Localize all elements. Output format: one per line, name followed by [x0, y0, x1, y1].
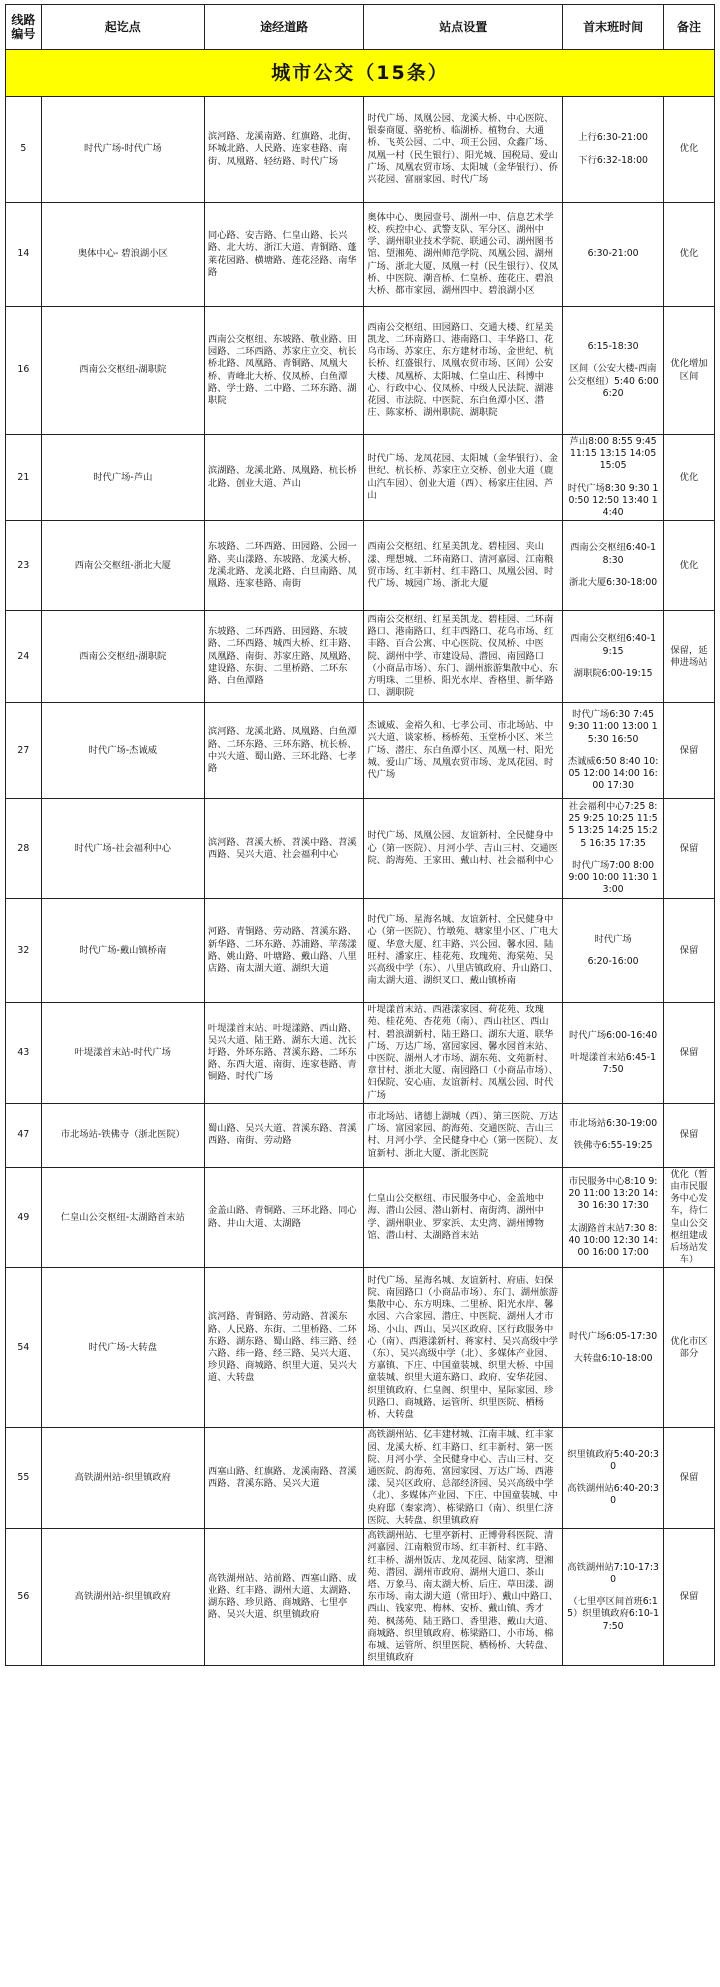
time-entry: 铁佛寺6:55-19:25 — [573, 1140, 653, 1152]
roads-cell: 滨河路、苕溪大桥、苕溪中路、苕溪西路、吴兴大道、社会福利中心 — [204, 799, 363, 899]
header-row — [6, 5, 715, 50]
table-row — [6, 1428, 715, 1529]
line-number-cell: 56 — [6, 1529, 42, 1666]
roads-cell: 高铁湖州站、站前路、西塞山路、成业路、红丰路、湖州大道、太湖路、湖东路、珍贝路、商城路、七里亭路、吴兴大道、织里镇政府 — [204, 1529, 363, 1666]
time-cell — [563, 1103, 664, 1167]
time-cell — [563, 799, 664, 899]
note-cell: 优化市区部分 — [663, 1268, 714, 1428]
time-cell — [563, 97, 664, 203]
roads-cell: 叶堤漾首末站、叶堤漾路、西山路、吴兴大道、陆王路、湖东大道、沈长圩路、外环东路、苕溪东路、二环东路、东西大道、南街、连家巷路、青铜路、时代广场 — [204, 1003, 363, 1104]
roads-cell: 西塞山路、红旗路、龙溪南路、苕溪西路、苕溪东路、吴兴大道 — [204, 1428, 363, 1529]
note-cell: 保留 — [663, 703, 714, 799]
route-cell: 高铁湖州站-织里镇政府 — [41, 1529, 204, 1666]
section-banner — [6, 50, 715, 97]
time-entry: 芦山8:00 8:55 9:45 11:15 13:15 14:05 15:05 — [569, 436, 657, 472]
time-entry: 时代广场7:00 8:00 9:00 10:00 11:30 13:00 — [568, 859, 658, 896]
table-row — [6, 703, 715, 799]
line-number-cell: 47 — [6, 1103, 42, 1167]
time-cell — [563, 521, 664, 611]
note-cell: 优化 — [663, 521, 714, 611]
note-cell: 优化 — [663, 97, 714, 203]
roads-cell: 蜀山路、吴兴大道、苕溪东路、苕溪西路、南街、劳动路 — [204, 1103, 363, 1167]
time-entry: 织里镇政府5:40-20:30 — [567, 1448, 659, 1473]
table-row — [6, 1103, 715, 1167]
time-cell — [563, 203, 664, 307]
route-cell: 时代广场-杰诚威 — [41, 703, 204, 799]
time-entry: 时代广场 — [594, 933, 632, 945]
route-cell: 西南公交枢纽-湖职院 — [41, 611, 204, 703]
line-number-cell: 5 — [6, 97, 42, 203]
time-entry: 西南公交枢纽6:40-18:30 — [570, 542, 657, 566]
note-cell: 优化（暂由市民服务中心发车，待仁皇山公交枢纽建成后场站发车） — [663, 1167, 714, 1268]
stops-cell: 高铁湖州站、七里亭新村、正博骨科医院、清河嘉园、江南粮贸市场、红丰新村、红丰路、红丰桥、湖州饭店、龙凤花园、陆家湾、望湘苑、潜园、湖州市政府、湖州大道口、茶山塔、万象马、南太湖大桥、后庄、草田漾、湖东市场、南太湖大道（常田圩）、戴山中路口、西山、钱家兜、梅林、安桥、戴山镇、秀才苑、枫荡苑、陆王路口、香里港、戴山大道、商城路、织里镇政府、栋梁路口、小市场、棉布城、运管所、织里医院、栖杨桥、大转盘、织里镇政府 — [364, 1529, 563, 1666]
time-entry: 叶堤漾首末站6:45-17:50 — [570, 1051, 657, 1076]
time-entry: 浙北大厦6:30-18:00 — [568, 576, 658, 588]
time-entry: 杰诚威6:50 8:40 10:05 12:00 14:00 16:00 17:30 — [567, 755, 659, 792]
section-title: 城市公交（15条） — [6, 50, 715, 97]
header-note: 备注 — [663, 5, 714, 50]
line-number-cell: 43 — [6, 1003, 42, 1104]
time-cell — [563, 307, 664, 435]
route-cell: 奥体中心- 碧浪湖小区 — [41, 203, 204, 307]
stops-cell: 时代广场、龙凤花园、太阳城（金华银行）、金世纪、杭长桥、苏家庄立交桥、创业大道（鹿山汽车园）、创业大道（西）、杨家庄住园、芦山 — [364, 435, 563, 521]
time-entry: 时代广场6:05-17:30 — [568, 1330, 658, 1342]
route-cell: 时代广场-时代广场 — [41, 97, 204, 203]
route-cell: 市北场站-铁佛寺（浙北医院） — [41, 1103, 204, 1167]
note-cell: 优化 — [663, 435, 714, 521]
table-row — [6, 307, 715, 435]
line-number-cell: 27 — [6, 703, 42, 799]
time-entry: 6:20-16:00 — [587, 955, 639, 967]
time-entry: 时代广场8:30 9:30 10:50 12:50 13:40 14:40 — [567, 482, 659, 519]
stops-cell: 西南公交枢纽、红星美凯龙、碧桂园、夹山漾、理想城、二环南路口、清河嘉园、江南粮贸市场、红丰新村、红丰路口、凤凰公园、时代广场、城园广场、浙北大厦 — [364, 521, 563, 611]
table-row — [6, 899, 715, 1003]
stops-cell: 仁皇山公交枢纽、市民服务中心、金盖地中海、潜山公园、潜山新村、南街湾、湖州中学、湖州职业、罗家浜、太史湾、湖州博物馆、潜山村、太湖路首末站 — [364, 1167, 563, 1268]
roads-cell: 滨河路、龙溪北路、凤凰路、白鱼潭路、二环东路、三环东路、杭长桥、中兴大道、蜀山路、三环北路、七孝路 — [204, 703, 363, 799]
route-cell: 时代广场-社会福利中心 — [41, 799, 204, 899]
time-cell — [563, 1003, 664, 1104]
bus-route-table — [5, 4, 715, 1666]
time-entry: 时代广场6:30 7:45 9:30 11:00 13:00 15:30 16:50 — [568, 709, 658, 745]
roads-cell: 同心路、安吉路、仁皇山路、长兴路、北大坊、浙江大道、青铜路、蓬莱花园路、横塘路、莲花泾路、南华路 — [204, 203, 363, 307]
note-cell: 优化 — [663, 203, 714, 307]
table-row — [6, 1003, 715, 1104]
route-cell: 叶堤漾首末站-时代广场 — [41, 1003, 204, 1104]
time-entry: 上行6:30-21:00 — [578, 132, 648, 144]
note-cell: 保留 — [663, 899, 714, 1003]
time-cell — [563, 899, 664, 1003]
time-entry: 6:15-18:30 — [587, 341, 639, 353]
line-number-cell: 55 — [6, 1428, 42, 1529]
header-stops: 站点设置 — [364, 5, 563, 50]
route-cell: 时代广场-戴山镇桥南 — [41, 899, 204, 1003]
roads-cell: 滨河路、龙溪南路、红旗路、北街、环城北路、人民路、连家巷路、南街、凤凰路、轻纺路、时代广场 — [204, 97, 363, 203]
time-entry: 6:30-21:00 — [587, 248, 639, 260]
table-row — [6, 521, 715, 611]
note-cell: 保留 — [663, 1003, 714, 1104]
stops-cell: 西南公交枢纽、红星美凯龙、碧桂园、二环南路口、港南路口、红丰西路口、花乌市场、红丰路、百合公寓、中心医院、仪凤桥、中医院、湖州中学、市建设局、潜园、南园路口（小商品市场）、东门、湖州旅游集散中心、东方明珠、二里桥、阳光水岸、香格里、新华路口、湖职院 — [364, 611, 563, 703]
time-cell — [563, 1529, 664, 1666]
note-cell: 保留 — [663, 1103, 714, 1167]
header-route: 起讫点 — [41, 5, 204, 50]
stops-cell: 西南公交枢纽、田园路口、交通大楼、红星美凯龙、二环南路口、港南路口、丰华路口、花乌市场、苏家庄、东方建材市场、金世纪、杭长桥、红盛银行、凤凰农贸市场、区间）公安大楼、凤凰桥、太阳城、仁皇山庄、科博中心、行政中心、仪凤桥、中级人民法院、湖港花园、市法院、中医院、东白鱼潭小区、潜庄、陈家桥、湖州职院、湖职院 — [364, 307, 563, 435]
time-entry: 社会福利中心7:25 8:25 9:25 10:25 11:55 13:25 14:25 15:25 16:35 17:35 — [568, 801, 658, 849]
time-entry: 大转盘6:10-18:00 — [573, 1352, 653, 1364]
header-roads: 途经道路 — [204, 5, 363, 50]
line-number-cell: 21 — [6, 435, 42, 521]
time-cell — [563, 611, 664, 703]
time-entry: 高铁湖州站7:10-17:30 — [567, 1561, 659, 1585]
note-cell: 优化增加区间 — [663, 307, 714, 435]
header-time: 首末班时间 — [563, 5, 664, 50]
stops-cell: 市北场站、诸德上湖城（西）、第三医院、万达广场、富园家园、韵海苑、交通医院、吉山三村、月河小学、全民健身中心（第一医院）、友谊新村、浙北大厦、浙北医院 — [364, 1103, 563, 1167]
line-number-cell: 32 — [6, 899, 42, 1003]
table-row — [6, 435, 715, 521]
line-number-cell: 14 — [6, 203, 42, 307]
stops-cell: 时代广场、凤凰公园、友谊新村、全民健身中心（第一医院）、月河小学、吉山三村、交通医院、韵海苑、王家田、戴山村、社会福利中心 — [364, 799, 563, 899]
time-entry: 西南公交枢纽6:40-19:15 — [570, 633, 657, 657]
time-entry: 下行6:32-18:00 — [578, 154, 648, 166]
roads-cell: 金盖山路、青铜路、三环北路、同心路、井山大道、太湖路 — [204, 1167, 363, 1268]
time-cell — [563, 1428, 664, 1529]
table-row — [6, 799, 715, 899]
line-number-cell: 23 — [6, 521, 42, 611]
stops-cell: 时代广场、凤凰公园、龙溪大桥、中心医院、银泰商厦、骆驼桥、临湖桥、植物台、大通桥、飞英公园、二中、项王公园、众鑫广场、凤凰一村（民生银行）、阳光城、国税局、爱山广场、凤凰农贸市场、太阳城（金华银行）、侨兴花园、富丽家园、时代广场 — [364, 97, 563, 203]
line-number-cell: 49 — [6, 1167, 42, 1268]
stops-cell: 叶堤漾首末站、西港漾家园、荷花苑、玫瑰苑、桂花苑、杏花苑（南）、西山社区、西山村、碧浪湖新村、陆王路口、湖东大道、联华广场、万达广场、富园家园、馨水园首末站、中医院、湖州人才市场、湖东苑、文苑新村、章甘村、浙北大厦、南园路口（小商品市场）、妇保院、安心庙、友谊新村、凤凰公园、时代广场 — [364, 1003, 563, 1104]
time-entry: 市民服务中心8:10 9:20 11:00 13:20 14:30 16:30 17:30 — [568, 1176, 658, 1212]
note-cell: 保留 — [663, 1428, 714, 1529]
time-entry: 市北场站6:30-19:00 — [568, 1118, 658, 1130]
note-cell: 保留 — [663, 799, 714, 899]
roads-cell: 西南公交枢纽、东坡路、敬业路、田园路、二环西路、苏家庄立交、杭长桥北路、凤凰路、青铜路、凤凰大桥、青峰北大桥、仪凤桥、白鱼潭路、学士路、二中路、二环东路、湖职院 — [204, 307, 363, 435]
route-cell: 西南公交枢纽-湖职院 — [41, 307, 204, 435]
header-line-no: 线路编号 — [6, 5, 42, 50]
stops-cell: 时代广场、星海名城、友谊新村、府庙、妇保院、南园路口（小商品市场）、东门、湖州旅游集散中心、东方明珠、二里桥、阳光水岸、馨水园、六合家园、潜庄、中医院、湖州人才市场、小山、西山、吴兴区政府、区行政服务中心（南）、西港漾新村、蒋家村、吴兴高级中学（东）、吴兴高级中学（北）、多媒体产业园、方嘉镇、下庄、中国童装城、织里大桥、中国童装城、织里大道东路口、政府、安华花园、织里镇政府、仁皇阁、织里中、星际家园、珍贝路口、商城路、运管所、织里医院、栖杨桥、大转盘 — [364, 1268, 563, 1428]
route-cell: 高铁湖州站-织里镇政府 — [41, 1428, 204, 1529]
note-cell: 保留 — [663, 1529, 714, 1666]
line-number-cell: 54 — [6, 1268, 42, 1428]
stops-cell: 高铁湖州站、亿丰建材城、江南丰城、红丰家园、龙溪大桥、红丰路口、红丰新村、第一医院、月河小学、全民健身中心、吉山三村、交通医院、韵海苑、富园家园、万达广场、西港漾、吴兴区政府、总部经济园、吴兴高级中学（北）、多媒体产业园、下庄、中国童装城、中央府邸（秦家湾）、栋梁路口（南）、织里仁济医院、大转盘、织里镇政府 — [364, 1428, 563, 1529]
time-cell — [563, 1167, 664, 1268]
table-row — [6, 611, 715, 703]
time-cell — [563, 703, 664, 799]
line-number-cell: 24 — [6, 611, 42, 703]
line-number-cell: 16 — [6, 307, 42, 435]
route-cell: 仁皇山公交枢纽-太湖路首末站 — [41, 1167, 204, 1268]
time-entry: 时代广场6:00-16:40 — [568, 1029, 658, 1041]
time-cell — [563, 1268, 664, 1428]
route-cell: 西南公交枢纽-浙北大厦 — [41, 521, 204, 611]
time-entry: 区间（公安大楼-西南公交枢纽）5:40 6:00 6:20 — [567, 363, 659, 399]
table-row — [6, 97, 715, 203]
table-row — [6, 1167, 715, 1268]
stops-cell: 杰诚威、金裕久和、七孝公司、市北场站、中兴大道、谈家桥、杨桥苑、玉堂桥小区、米兰广场、潜庄、东白鱼潭小区、凤凰一村、阳光城、爱山广场、凤凰农贸市场、龙凤花园、时代广场 — [364, 703, 563, 799]
stops-cell: 奥体中心、奥园壹号、湖州一中、信息艺术学校、疾控中心、武警支队、军分区、湖州中学、湖州职业技术学院、联通公司、湖州图书馆、望湘苑、湖州师范学院、凤凰公园、湖州广场、浙北大厦、凤凰一村（民生银行）、仪凤桥、中医院、潮音桥、仁皇桥、莲花庄、碧浪大桥、都市家园、湖州四中、碧浪湖小区 — [364, 203, 563, 307]
roads-cell: 滨河路、青铜路、劳动路、苕溪东路、人民路、东街、二里桥路、二环东路、湖东路、蜀山路、纬三路、经六路、纬一路、经三路、吴兴大道、珍贝路、商城路、织里大道、吴兴大道、大转盘 — [204, 1268, 363, 1428]
route-cell: 时代广场-芦山 — [41, 435, 204, 521]
roads-cell: 东坡路、二环西路、田园路、东坡路、二环西路、城西大桥、红丰路、凤凰路、南街、苏家庄路、凤凰路、建设路、东街、二里桥路、二环东路、白鱼潭路 — [204, 611, 363, 703]
table-row — [6, 1268, 715, 1428]
time-entry: 太湖路首末站7:30 8:40 10:00 12:30 14:00 16:00 17:00 — [568, 1222, 658, 1259]
roads-cell: 东坡路、二环西路、田园路、公园一路、夹山漾路、东坡路、龙溪大桥、龙溪北路、龙溪北路、白旦南路、凤凰路、连家巷路、南街 — [204, 521, 363, 611]
table-row — [6, 1529, 715, 1666]
time-entry: 湖职院6:00-19:15 — [573, 667, 653, 679]
line-number-cell: 28 — [6, 799, 42, 899]
note-cell: 保留，延伸进场站 — [663, 611, 714, 703]
roads-cell: 河路、青铜路、劳动路、苕溪东路、新华路、二环东路、苏浦路、苹荡漾路、姚山路、叶塘路、戴山路、八里店路、南太湖大道、湖织大道 — [204, 899, 363, 1003]
time-cell — [563, 435, 664, 521]
roads-cell: 滨湖路、龙溪北路、凤凰路、杭长桥北路、创业大道、芦山 — [204, 435, 363, 521]
time-entry: 高铁湖州站6:40-20:30 — [567, 1483, 659, 1507]
time-entry: （七里亭区间首班6:15）织里镇政府6:10-17:50 — [567, 1596, 660, 1632]
route-cell: 时代广场-大转盘 — [41, 1268, 204, 1428]
stops-cell: 时代广场、星海名城、友谊新村、全民健身中心（第一医院）、竹墩苑、塘家里小区、广电大厦、华意大厦、红丰路、兴公园、馨水园、陆旺村、潘家庄、桂花苑、玫瑰苑、海棠苑、吴兴高级中学（东）、八里店镇政府、升山路口、南太湖大道、湖织叉口、戴山镇桥南 — [364, 899, 563, 1003]
table-row — [6, 203, 715, 307]
